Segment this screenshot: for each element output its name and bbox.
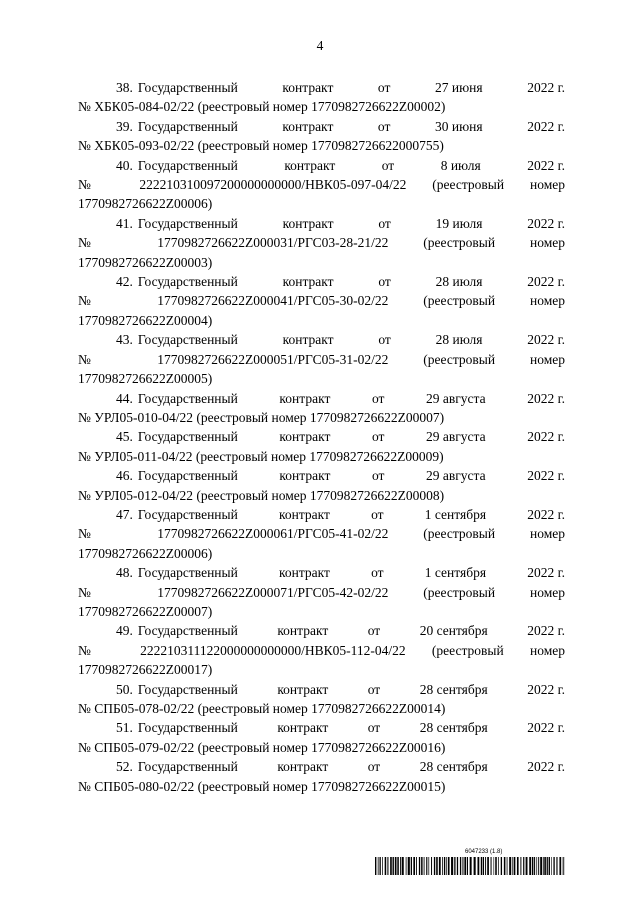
contract-entry (78, 272, 565, 330)
entry-year: 2022 г. (527, 565, 565, 581)
entry-details: № ХБК05-084-02/22 (реестровый номер 1770982726622Z00002) (78, 99, 446, 115)
entry-date: 28 сентября (419, 759, 488, 775)
entry-number: 39. (116, 118, 133, 134)
entry-from: от (367, 623, 381, 639)
entry-number-title (116, 466, 238, 485)
entry-from: от (371, 468, 385, 484)
entry-title: Государственный (137, 681, 238, 697)
entry-number: 49. (116, 623, 133, 639)
entry-date: 29 августа (426, 429, 486, 445)
entry-word: контракт (277, 720, 329, 736)
entry-number-title (116, 427, 238, 446)
entry-details: № СПБ05-078-02/22 (реестровый номер 1770982726622Z00014) (78, 701, 446, 716)
entry-number-title (116, 389, 238, 408)
entry-title: Государственный (137, 215, 238, 231)
barcode-image (375, 857, 565, 875)
entry-details: № УРЛ05-010-04/22 (реестровый номер 1770982726622Z00007) (78, 409, 445, 425)
entry-title: Государственный (137, 429, 238, 445)
entry-word: контракт (279, 390, 331, 406)
entry-details: № 1770982726622Z000051/РГС05-31-02/22 (реестровый номер 1770982726622Z00005) (78, 351, 565, 387)
entry-from: от (377, 80, 391, 95)
entry-date: 28 июля (435, 332, 483, 348)
contract-entry (78, 330, 565, 388)
entry-first-line (78, 427, 565, 446)
entry-word: контракт (277, 623, 329, 639)
contract-entry (78, 389, 565, 428)
entry-details: № УРЛ05-011-04/22 (реестровый номер 1770982726622Z00009) (78, 448, 444, 464)
entry-from: от (378, 332, 391, 348)
entry-number: 50. (116, 681, 133, 697)
entry-date: 1 сентября (424, 506, 487, 522)
entry-number-title (116, 757, 238, 776)
entry-details: № УРЛ05-012-04/22 (реестровый номер 1770982726622Z00008) (78, 487, 445, 503)
entry-title: Государственный (137, 720, 238, 736)
entry-date: 20 сентября (419, 623, 488, 639)
entry-title: Государственный (137, 157, 238, 173)
entry-details: № 1770982726622Z000061/РГС05-41-02/22 (реестровый номер 1770982726622Z00006) (78, 526, 565, 561)
entry-first-line (78, 78, 565, 97)
entry-number: 43. (116, 332, 133, 348)
entry-number-title (116, 78, 238, 97)
entry-number-title (116, 117, 238, 136)
entry-date: 30 июня (434, 118, 483, 134)
entry-year: 2022 г. (527, 468, 565, 484)
entry-first-line (78, 117, 565, 136)
entry-from: от (377, 118, 391, 134)
entry-word: контракт (279, 506, 330, 522)
entry-title: Государственный (137, 274, 238, 290)
entry-year: 2022 г. (527, 215, 565, 231)
entry-year: 2022 г. (527, 506, 565, 522)
entry-date: 28 сентября (419, 720, 488, 736)
entry-details: № СПБ05-080-02/22 (реестровый номер 1770982726622Z00015) (78, 778, 446, 794)
entry-first-line (78, 466, 565, 485)
page-number: 4 (316, 38, 324, 53)
entry-number-title (116, 214, 238, 233)
contract-entry (78, 214, 565, 272)
entry-first-line (78, 718, 565, 737)
entry-word: контракт (282, 80, 334, 95)
entry-number: 51. (116, 720, 133, 736)
entry-first-line (78, 680, 565, 699)
entry-number: 41. (116, 215, 133, 231)
entry-title: Государственный (137, 332, 238, 348)
entry-number-title (116, 680, 238, 699)
entry-number: 46. (116, 468, 133, 484)
entry-number-title (116, 621, 238, 640)
entry-details: № 1770982726622Z000031/РГС03-28-21/22 (реестровый номер 1770982726622Z00003) (78, 235, 565, 270)
entry-date: 8 июля (440, 157, 481, 173)
entry-from: от (367, 720, 381, 736)
entry-date: 28 сентября (419, 681, 488, 697)
entry-word: контракт (279, 429, 331, 445)
contract-entry (78, 621, 565, 679)
entry-title: Государственный (137, 390, 238, 406)
contract-entry (78, 563, 565, 621)
entry-number: 52. (116, 759, 133, 775)
entry-number: 48. (116, 565, 133, 581)
contract-entry (78, 505, 565, 563)
entry-title: Государственный (137, 565, 238, 581)
contract-entry (78, 757, 565, 796)
document-code: 6047233 (1.8) (465, 849, 503, 855)
entry-from: от (371, 390, 385, 406)
entry-date: 29 августа (426, 468, 486, 484)
entry-title: Государственный (137, 80, 238, 95)
entry-details: № 222210310097200000000000/НВК05-097-04/22 (реестровый номер 1770982726622Z00006) (78, 177, 565, 212)
entry-from: от (381, 157, 395, 173)
entry-title: Государственный (137, 759, 238, 775)
contract-entry (78, 427, 565, 466)
entry-year: 2022 г. (527, 157, 565, 173)
entry-details: № СПБ05-079-02/22 (реестровый номер 1770982726622Z00016) (78, 739, 446, 755)
entry-first-line (78, 621, 565, 640)
entry-from: от (367, 759, 381, 775)
entry-year: 2022 г. (527, 720, 565, 736)
entry-title: Государственный (137, 118, 238, 134)
entry-first-line (78, 389, 565, 408)
entry-date: 19 июля (435, 215, 483, 231)
entry-year: 2022 г. (527, 332, 565, 348)
entry-word: контракт (284, 157, 336, 173)
entry-year: 2022 г. (527, 623, 565, 639)
entry-from: от (378, 215, 391, 231)
entry-year: 2022 г. (527, 80, 565, 95)
entry-first-line (78, 563, 565, 582)
entry-title: Государственный (137, 506, 238, 522)
entry-year: 2022 г. (527, 429, 565, 445)
entry-date: 28 июля (435, 274, 483, 290)
contract-entry (78, 718, 565, 757)
entry-word: контракт (279, 468, 331, 484)
entry-from: от (371, 429, 385, 445)
entry-number: 38. (116, 80, 133, 95)
entry-details: № 222210311122000000000000/НВК05-112-04/22 (реестровый номер 1770982726622Z00017) (78, 642, 565, 678)
entry-from: от (378, 274, 391, 290)
entry-number: 45. (116, 429, 133, 445)
entry-year: 2022 г. (527, 681, 565, 697)
contract-entry (78, 680, 565, 719)
entry-details: № 1770982726622Z000041/РГС05-30-02/22 (реестровый номер 1770982726622Z00004) (78, 293, 565, 328)
entry-from: от (367, 681, 381, 697)
entry-year: 2022 г. (527, 118, 565, 134)
entry-date: 27 июня (434, 80, 483, 95)
entry-title: Государственный (137, 468, 238, 484)
entry-number: 42. (116, 274, 133, 290)
entry-title: Государственный (137, 623, 238, 639)
entry-first-line (78, 505, 565, 524)
entry-word: контракт (279, 565, 330, 581)
entry-word: контракт (277, 681, 329, 697)
entry-from: от (371, 565, 384, 581)
contract-entry (78, 466, 565, 505)
entry-word: контракт (282, 118, 334, 134)
entry-word: контракт (282, 332, 334, 348)
entry-first-line (78, 757, 565, 776)
entry-first-line (78, 272, 565, 291)
entry-details: № ХБК05-093-02/22 (реестровый номер 1770982726622000755) (78, 138, 444, 154)
entry-year: 2022 г. (527, 759, 565, 775)
entry-from: от (371, 506, 384, 522)
entry-number: 40. (116, 157, 133, 173)
contract-entry (78, 156, 565, 214)
entry-number-title (116, 272, 238, 291)
entry-number: 47. (116, 506, 133, 522)
entry-first-line (78, 214, 565, 233)
contract-entry (78, 117, 565, 156)
entry-details: № 1770982726622Z000071/РГС05-42-02/22 (реестровый номер 1770982726622Z00007) (78, 584, 565, 619)
entry-number-title (116, 718, 238, 737)
entry-year: 2022 г. (527, 390, 565, 406)
entry-date: 29 августа (426, 390, 486, 406)
entry-first-line (78, 156, 565, 175)
entry-word: контракт (277, 759, 329, 775)
entry-word: контракт (282, 274, 334, 290)
entry-number: 44. (116, 390, 133, 406)
entry-number-title (116, 330, 238, 349)
entry-first-line (78, 330, 565, 349)
contract-list (78, 78, 565, 796)
entry-number-title (116, 563, 238, 582)
entry-word: контракт (282, 215, 334, 231)
entry-number-title (116, 156, 238, 175)
entry-number-title (116, 505, 238, 524)
entry-date: 1 сентября (424, 565, 487, 581)
entry-year: 2022 г. (527, 274, 565, 290)
contract-entry (78, 78, 565, 117)
